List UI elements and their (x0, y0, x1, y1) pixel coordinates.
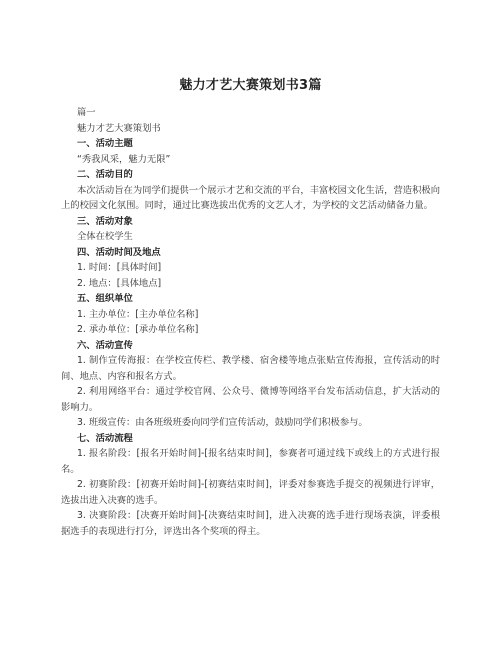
section-text-purpose: 本次活动旨在为同学们提供一个展示才艺和交流的平台，丰富校园文化生活，营造积极向上的校园文化氛围。同时，通过比赛选拔出优秀的文艺人才，为学校的文艺活动储备力量。 (61, 184, 440, 211)
list-item-preliminary: 2. 初赛阶段：[初赛开始时间]-[初赛结束时间]，评委对参赛选手提交的视频进行评审，选拔出进入决赛的选手。 (61, 479, 440, 506)
section-heading-organizers: 五、组织单位 (77, 293, 133, 304)
section-text-audience: 全体在校学生 (77, 231, 133, 242)
list-item-time: 1. 时间：[具体时间] (77, 262, 162, 273)
list-item-online: 2. 利用网络平台：通过学校官网、公众号、微博等网络平台发布活动信息，扩大活动的影响力。 (61, 386, 440, 413)
list-item-host: 1. 主办单位：[主办单位名称] (77, 308, 199, 320)
document-subtitle: 魅力才艺大赛策划书 (77, 122, 161, 134)
list-item-organizer: 2. 承办单位：[承办单位名称] (77, 324, 199, 335)
list-item-registration: 1. 报名阶段：[报名开始时间]-[报名结束时间]，参赛者可通过线下或线上的方式进行报名。 (61, 448, 440, 475)
document-title: 魅力才艺大赛策划书3篇 (179, 78, 322, 93)
part-label: 篇一 (77, 107, 96, 118)
list-item-class: 3. 班级宣传：由各班级班委向同学们宣传活动，鼓励同学们积极参与。 (77, 417, 368, 428)
section-heading-time-place: 四、活动时间及地点 (77, 246, 161, 258)
section-heading-theme: 一、活动主题 (77, 138, 133, 149)
section-heading-audience: 三、活动对象 (77, 215, 133, 227)
list-item-poster: 1. 制作宣传海报：在学校宣传栏、教学楼、宿舍楼等地点张贴宣传海报，宣传活动的时间、地点、内容和报名方式。 (61, 355, 440, 382)
list-item-place: 2. 地点：[具体地点] (77, 277, 162, 289)
section-heading-process: 七、活动流程 (77, 432, 133, 444)
list-item-final: 3. 决赛阶段：[决赛开始时间]-[决赛结束时间]，进入决赛的选手进行现场表演，评委根据选手的表现进行打分，评选出各个奖项的得主。 (61, 510, 440, 537)
section-text-theme: “秀我风采，魅力无限” (77, 153, 171, 165)
section-heading-promotion: 六、活动宣传 (77, 339, 133, 351)
section-heading-purpose: 二、活动目的 (77, 169, 133, 180)
document-body (61, 105, 440, 539)
